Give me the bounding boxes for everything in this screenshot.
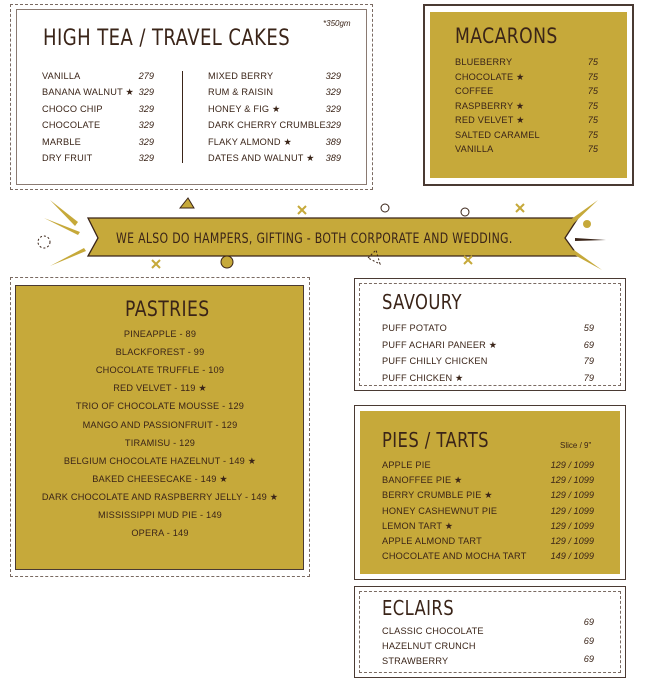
pie-item-name: BANOFFEE PIE ★	[382, 475, 463, 486]
macaron-item-name: COFFEE	[455, 86, 494, 96]
eclair-item-price: 69	[583, 635, 594, 646]
eclair-item-name: HAZELNUT CRUNCH	[382, 641, 476, 651]
high-tea-item-name: FLAKY ALMOND ★	[208, 136, 292, 147]
pastry-item: BELGIUM CHOCOLATE HAZELNUT - 149 ★	[63, 455, 257, 466]
macaron-item-price: 75	[587, 57, 598, 67]
high-tea-item-price: 329	[138, 153, 154, 163]
high-tea-item-price: 329	[325, 71, 341, 81]
high-tea-item-name: HONEY & FIG ★	[208, 103, 281, 114]
banner-text: WE ALSO DO HAMPERS, GIFTING - BOTH CORPORATE AND WEDDING.	[116, 231, 513, 247]
pie-item-price: 149 / 1099	[550, 551, 594, 562]
pastry-item: BAKED CHEESECAKE - 149 ★	[92, 473, 228, 484]
high-tea-title: HIGH TEA / TRAVEL CAKES	[43, 26, 291, 51]
macarons-title: MACARONS	[455, 24, 558, 48]
high-tea-weight-note: *350gm	[323, 19, 351, 28]
savoury-item-name: PUFF CHICKEN ★	[382, 372, 464, 383]
pie-item-name: BERRY CRUMBLE PIE ★	[382, 490, 493, 501]
pie-item-price: 129 / 1099	[550, 536, 594, 546]
pies-section	[354, 405, 626, 580]
high-tea-item-price: 329	[325, 87, 341, 98]
savoury-item-price: 79	[583, 372, 594, 383]
high-tea-item-price: 329	[138, 120, 154, 131]
macaron-item-name: BLUEBERRY	[455, 57, 513, 67]
pastries-section	[10, 277, 310, 577]
pie-item-name: HONEY CASHEWNUT PIE	[382, 505, 498, 516]
pie-item-name: LEMON TART ★	[382, 520, 454, 531]
high-tea-item-price: 389	[325, 136, 341, 147]
high-tea-item-price: 329	[325, 103, 341, 114]
pastry-item: DARK CHOCOLATE AND RASPBERRY JELLY - 149 ★	[41, 491, 279, 502]
high-tea-item-name: MARBLE	[42, 136, 81, 147]
pastry-item: TIRAMISU - 129	[124, 437, 196, 448]
macaron-item-name: SALTED CARAMEL	[455, 129, 540, 140]
high-tea-item-price: 329	[138, 87, 154, 98]
eclairs-section	[354, 586, 626, 678]
high-tea-item-name: VANILLA	[42, 71, 81, 81]
pie-item-name: APPLE PIE	[382, 460, 431, 470]
savoury-section	[354, 278, 626, 391]
pie-item-name: APPLE ALMOND TART	[382, 536, 482, 546]
high-tea-item-name: RUM & RAISIN	[208, 87, 274, 98]
savoury-item-name: PUFF ACHARI PANEER ★	[382, 339, 498, 350]
pastries-title: PASTRIES	[125, 297, 210, 321]
pastry-item: RED VELVET - 119 ★	[113, 383, 207, 394]
eclair-item-name: STRAWBERRY	[382, 656, 449, 666]
savoury-item-price: 79	[583, 356, 594, 366]
pie-item-price: 129 / 1099	[550, 460, 594, 470]
pastry-item: BLACKFOREST - 99	[115, 347, 205, 358]
pastry-item: MISSISSIPPI MUD PIE - 149	[98, 510, 222, 520]
savoury-item-name: PUFF POTATO	[382, 323, 447, 333]
high-tea-item-price: 329	[138, 136, 154, 147]
macaron-item-price: 75	[587, 129, 598, 140]
macaron-item-price: 75	[587, 115, 598, 125]
macaron-item-name: RED VELVET ★	[455, 115, 525, 125]
pie-item-price: 129 / 1099	[550, 475, 594, 486]
high-tea-item-name: DRY FRUIT	[42, 153, 93, 163]
eclairs-title: ECLAIRS	[382, 596, 455, 620]
eclair-item-price: 69	[583, 654, 594, 664]
pie-item-price: 129 / 1099	[550, 520, 594, 531]
pies-title: PIES / TARTS	[382, 428, 489, 452]
macaron-item-name: CHOCOLATE ★	[455, 71, 525, 82]
macaron-item-name: VANILLA	[455, 144, 494, 154]
pastry-item: TRIO OF CHOCOLATE MOUSSE - 129	[75, 401, 245, 412]
high-tea-item-name: CHOCOLATE	[42, 120, 101, 131]
banner	[30, 190, 620, 272]
macaron-item-name: RASPBERRY ★	[455, 100, 525, 111]
pastry-item: PINEAPPLE - 89	[123, 329, 197, 339]
high-tea-item-price: 329	[138, 103, 154, 114]
eclair-item-name: CLASSIC CHOCOLATE	[382, 626, 484, 636]
savoury-item-price: 59	[583, 323, 594, 333]
pie-item-price: 129 / 1099	[550, 490, 594, 501]
pastry-item: OPERA - 149	[131, 528, 189, 539]
pastry-item: CHOCOLATE TRUFFLE - 109	[95, 365, 225, 376]
high-tea-section	[10, 4, 373, 190]
pastry-item: MANGO AND PASSIONFRUIT - 129	[82, 419, 238, 430]
savoury-title: SAVOURY	[382, 290, 462, 314]
pie-item-price: 129 / 1099	[550, 505, 594, 516]
high-tea-column-divider	[182, 71, 183, 163]
pie-item-name: CHOCOLATE AND MOCHA TART	[382, 551, 527, 562]
macaron-item-price: 75	[587, 100, 598, 111]
high-tea-item-price: 329	[325, 120, 341, 131]
high-tea-item-name: DATES AND WALNUT ★	[208, 153, 315, 163]
high-tea-item-name: BANANA WALNUT ★	[42, 87, 134, 98]
macaron-item-price: 75	[587, 71, 598, 82]
high-tea-item-price: 279	[138, 71, 154, 81]
pies-size-note: Slice / 9"	[560, 441, 592, 450]
macarons-section	[423, 4, 634, 186]
eclair-item-price: 69	[583, 617, 594, 627]
savoury-item-price: 69	[583, 339, 594, 350]
macaron-item-price: 75	[587, 86, 598, 96]
high-tea-item-name: CHOCO CHIP	[42, 103, 103, 114]
high-tea-item-price: 389	[325, 153, 341, 163]
high-tea-item-name: DARK CHERRY CRUMBLE	[208, 120, 326, 131]
macaron-item-price: 75	[587, 144, 598, 154]
savoury-item-name: PUFF CHILLY CHICKEN	[382, 356, 488, 366]
high-tea-item-name: MIXED BERRY	[208, 71, 274, 81]
